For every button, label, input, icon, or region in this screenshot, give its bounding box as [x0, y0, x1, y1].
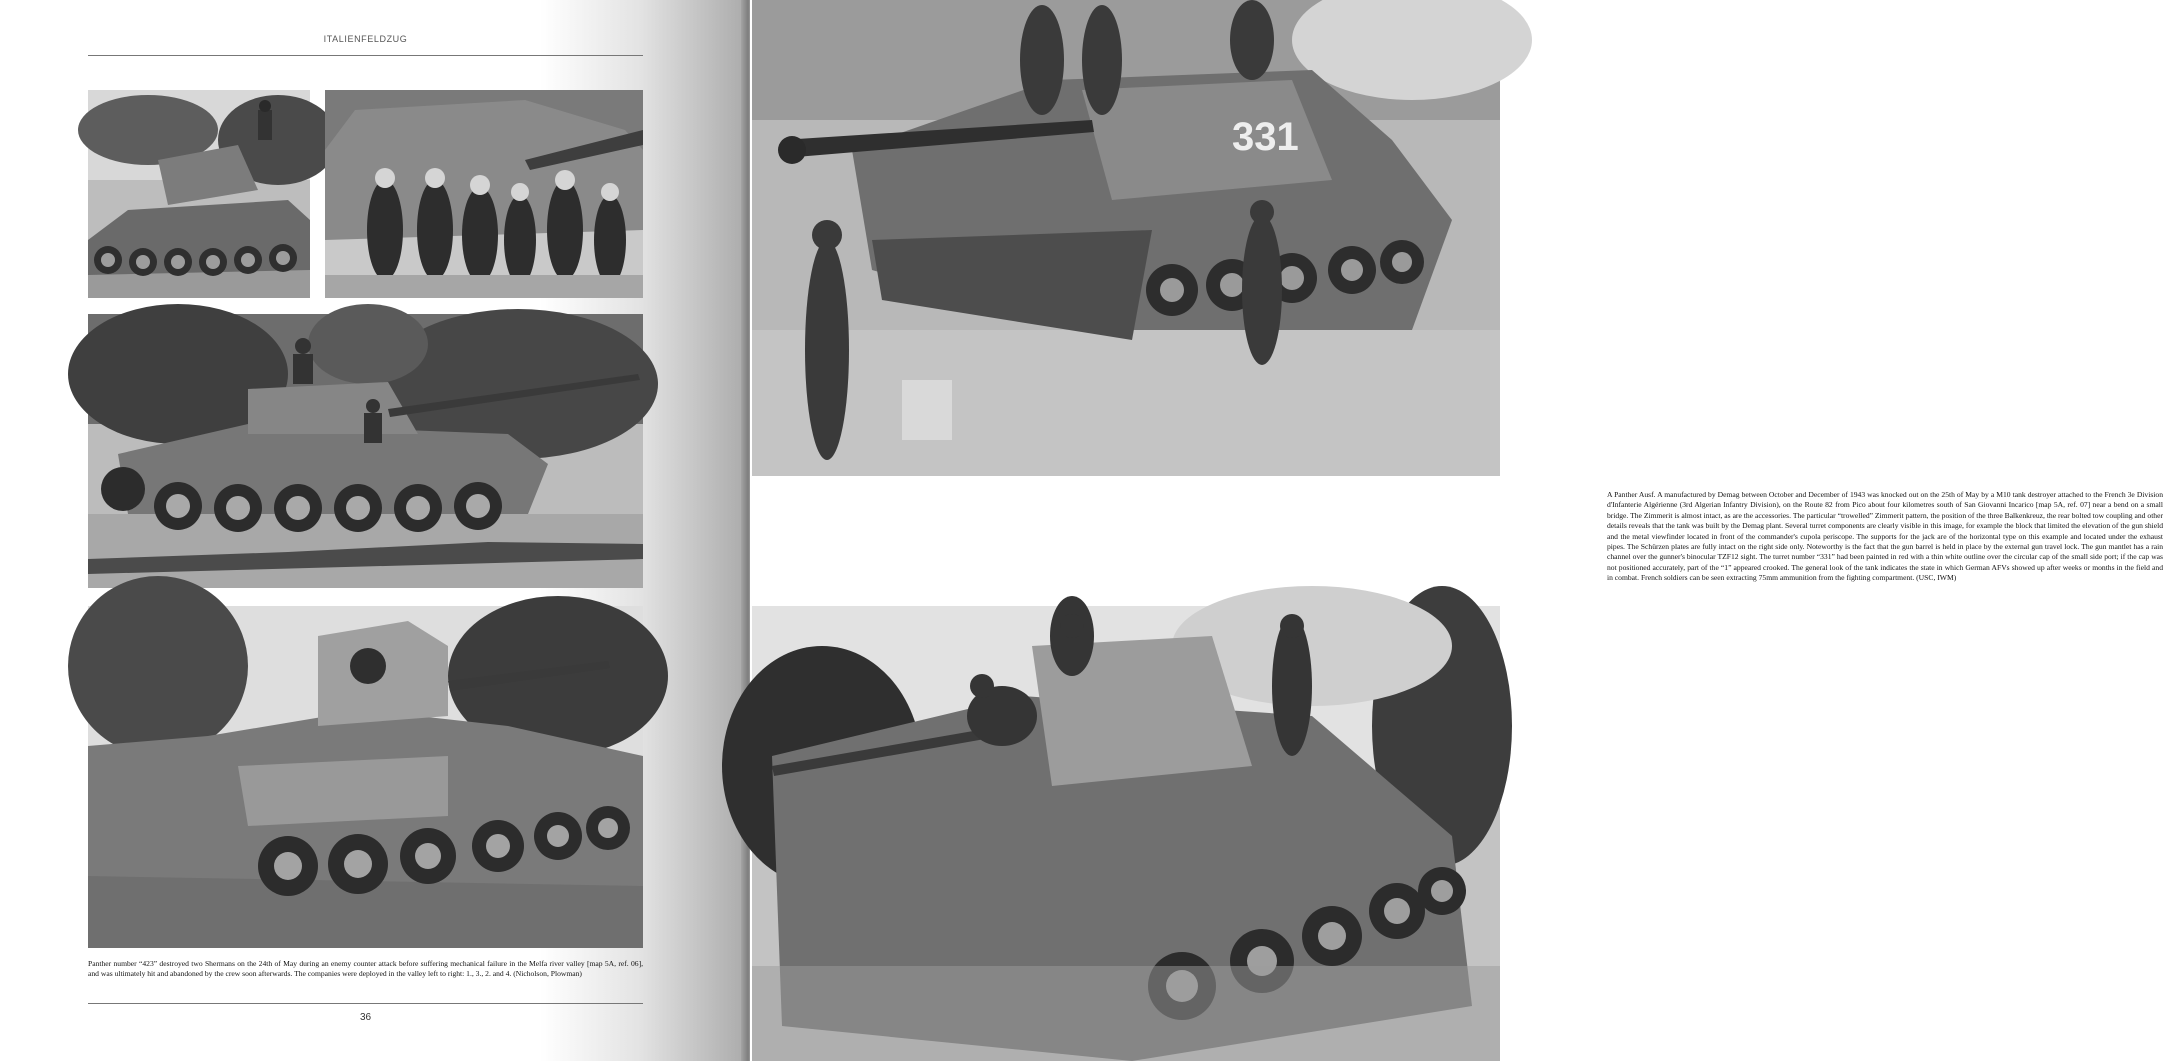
header-rule: [88, 55, 643, 56]
photo-panther-side-view: [88, 314, 643, 588]
right-page: [750, 0, 2163, 1061]
running-head: ITALIENFELDZUG: [323, 34, 408, 44]
turret-number-331: 331: [1232, 115, 1299, 159]
photo-ammunition-extraction: [752, 606, 1500, 1061]
photo-panther-423-wreck: [88, 606, 643, 948]
caption-left: Panther number “423” destroyed two Shermans on the 24th of May during an enemy counter attack before suffering mechanical failure in the Melfa river valley [map 5A, ref. 06], and was ultimately hit and abandoned by the crew soon afterwards. The companies were deployed in the valley left to right: 1., 3., 2. and 4. (Nicholson, Plowman): [88, 959, 643, 979]
left-page: [0, 0, 750, 1061]
photo-soldiers-group: [325, 90, 643, 298]
photo-panther-331: [752, 0, 1500, 476]
caption-right: A Panther Ausf. A manufactured by Demag between October and December of 1943 was knocked out on the 25th of May by a M10 tank destroyer attached to the French 3e Division d'Infanterie Algérienne (3rd Algerian Infantry Division), on the Route 82 from Pico about four kilometres south of San Giovanni Incarico [map 5A, ref. 07] near a bend on a small bridge. The Zimmerit is almost intact, as are the accessories. The particular “trowelled” Zimmerit pattern, the position of the three Balkenkreuz, the rear bolted tow coupling and other details reveals that the tank was built by the Demag plant. Several turret components are clearly visible in this image, for example the block that limited the elevation of the gun shield and the metal viewfinder located in front of the commander's cupola periscope. The supports for the jack are of the horizontal type on this example and located under the exhaust pipes. The Schürzen plates are fully intact on the right side only. Noteworthy is the fact that the gun barrel is held in place by the external gun travel lock. The gun mantlet has a rain channel over the gunner's binocular TZF12 sight. The turret number “331” had been painted in red with a thin white outline over the circular cap of the small side port; if the cap was not positioned accurately, part of the “1” appeared crooked. The general look of the tank indicates the state in which German AFVs showed up after weeks or months in the field and in combat. French soldiers can be seen extracting 75mm ammunition from the fighting compartment. (USC, IWM): [1607, 490, 2163, 583]
footer-rule: [88, 1003, 643, 1004]
photo-panther-rear-top-left: [88, 90, 310, 298]
page-number: 36: [359, 1012, 372, 1023]
